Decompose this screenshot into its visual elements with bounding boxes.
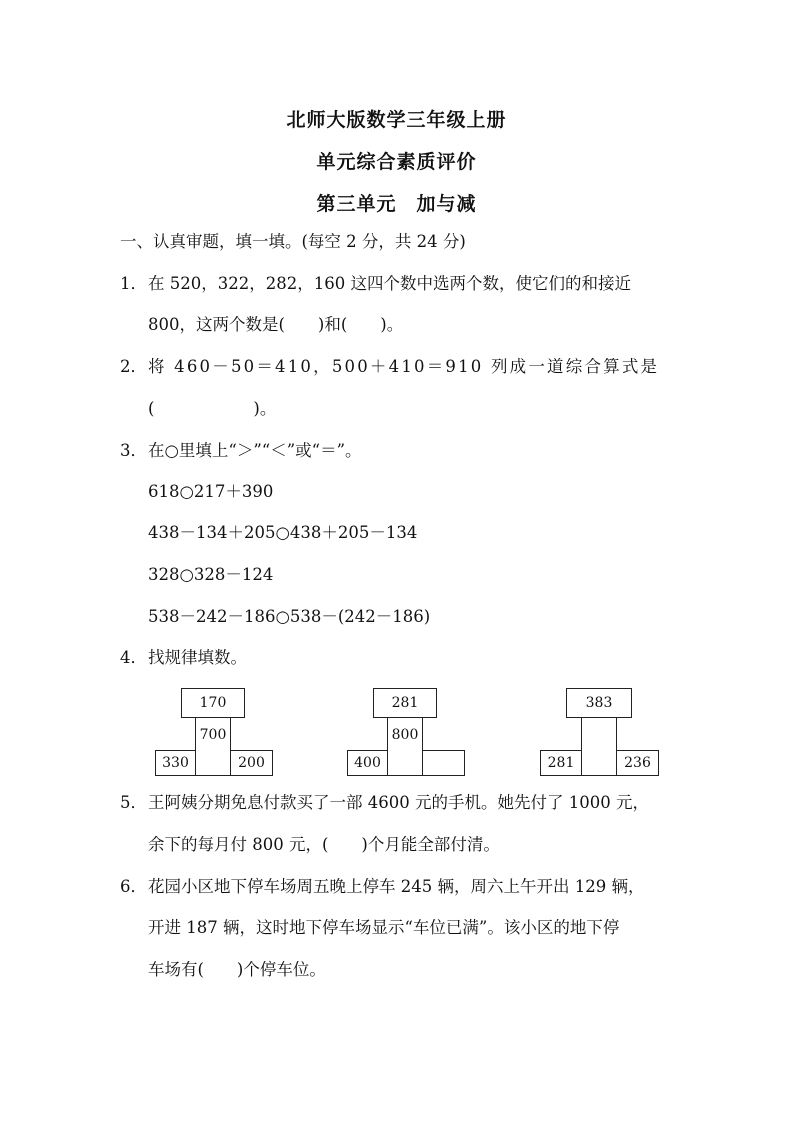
puzzle-right-box — [422, 750, 465, 776]
number-puzzle — [155, 688, 275, 778]
compare-item: 328○328－124 — [148, 565, 274, 584]
compare-item: 438－134＋205○438＋205－134 — [148, 523, 418, 542]
question-number: 3． — [120, 441, 147, 460]
puzzle-middle-box — [581, 717, 617, 776]
puzzle-top-box: 170 — [181, 688, 245, 718]
puzzle-right-box: 236 — [616, 750, 659, 776]
question-1-line2: 800，这两个数是( )和( )。 — [148, 315, 404, 334]
compare-item: 618○217＋390 — [148, 482, 274, 501]
question-text: 王阿姨分期免息付款买了一部 4600 元的手机。她先付了 1000 元， — [148, 793, 649, 812]
puzzle-middle-box: 800 — [387, 717, 423, 776]
puzzle-left-box: 400 — [347, 750, 388, 776]
puzzle-top-box: 383 — [566, 688, 632, 718]
question-5-line2: 余下的每月付 800 元，( )个月能全部付清。 — [148, 835, 500, 854]
compare-item: 538－242－186○538－(242－186) — [148, 607, 431, 626]
question-6-line2: 开进 187 辆，这时地下停车场显示“车位已满”。该小区的地下停 — [148, 918, 620, 937]
question-1 — [120, 274, 631, 294]
doc-title: 北师大版数学三年级上册 — [286, 109, 507, 131]
question-3 — [120, 441, 362, 461]
puzzle-middle-box: 700 — [195, 717, 231, 776]
question-number: 1． — [120, 274, 147, 293]
question-text: 花园小区地下停车场周五晚上停车 245 辆，周六上午开出 129 辆， — [148, 877, 645, 896]
question-4 — [120, 648, 247, 668]
number-puzzle — [347, 688, 467, 778]
question-number: 5． — [120, 793, 147, 812]
question-2 — [120, 357, 659, 377]
puzzle-top-box: 281 — [373, 688, 437, 718]
question-text: 将 460－50＝410，500＋410＝910 列成一道综合算式是 — [148, 357, 660, 376]
question-2-line2: ( )。 — [148, 399, 277, 418]
unit-title: 第三单元 加与减 — [316, 193, 477, 215]
puzzle-left-box: 281 — [540, 750, 582, 776]
question-text: 在○里填上“＞”“＜”或“＝”。 — [148, 441, 362, 460]
question-text: 在 520，322，282，160 这四个数中选两个数，使它们的和接近 — [148, 274, 631, 293]
number-puzzle — [540, 688, 662, 778]
question-6-line3: 车场有( )个停车位。 — [148, 960, 326, 979]
puzzle-right-box: 200 — [230, 750, 273, 776]
puzzle-left-box: 330 — [155, 750, 196, 776]
question-number: 6． — [120, 877, 147, 896]
doc-subtitle: 单元综合素质评价 — [316, 151, 477, 173]
question-6 — [120, 877, 644, 897]
question-text: 找规律填数。 — [148, 648, 247, 667]
question-number: 2． — [120, 357, 147, 376]
section-heading: 一、认真审题，填一填。(每空 2 分，共 24 分) — [120, 232, 466, 251]
question-5 — [120, 793, 649, 813]
question-number: 4． — [120, 648, 147, 667]
